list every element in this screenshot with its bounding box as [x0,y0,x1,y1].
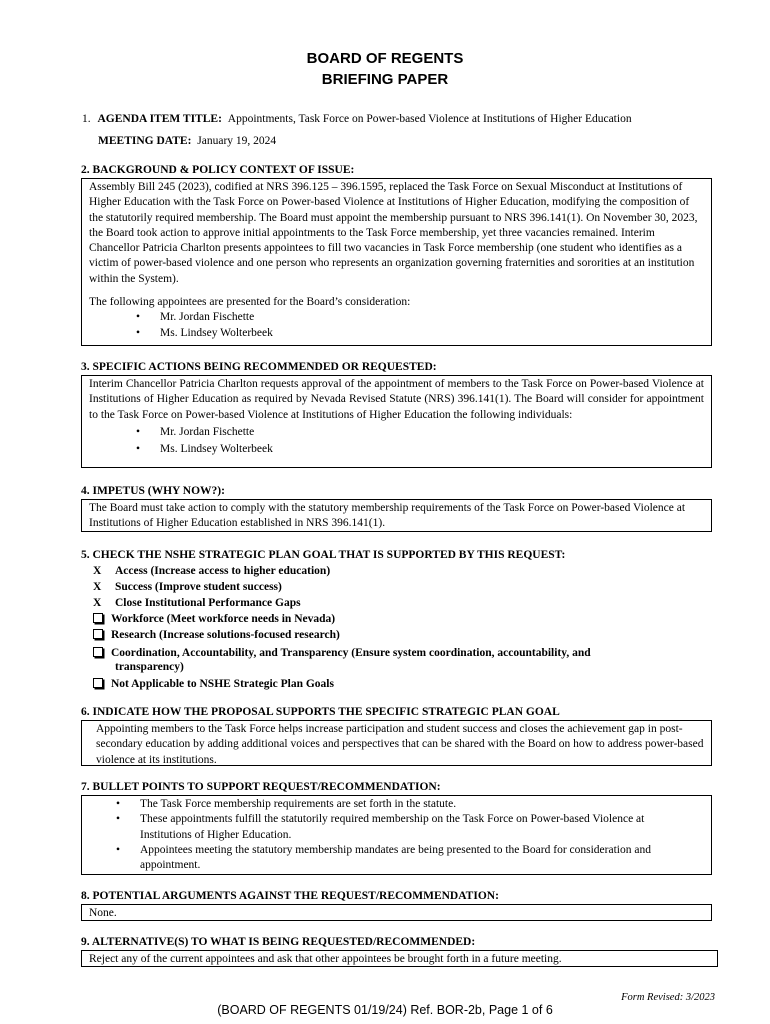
agenda-item-label: AGENDA ITEM TITLE: [97,113,222,125]
agenda-item-value: Appointments, Task Force on Power-based Violence at Institutions of Higher Education [227,113,632,125]
section-7-box [81,795,712,875]
checkbox-icon[interactable] [93,647,103,657]
section-2-paragraph: Assembly Bill 245 (2023), codified at NRS 396.125 – 396.1595, replaced the Task Force on Sexual Misconduct at Institutions of Higher Education with the Task Force on Power-based Violence at Institutions of Higher Education, modifying the composition of the statutorily required membership. The Board must appoint the membership pursuant to NRS 396.141(1). On November 30, 2023, the Board took action to approve initial appointments to the Task Force membership, yet three vacancies remained. Interim Chancellor Patricia Charlton presents appointees to fill two vacancies in Task Force membership (one student who identifies as a victim of power-based violence and one person who represents an organization governing fraternities and sororities at an institution within the System). [89,181,698,285]
x-mark: X [93,565,102,577]
goal-access: X Access (Increase access to higher education) [93,565,331,577]
x-mark: X [93,581,102,593]
section-9-heading: 9. ALTERNATIVE(S) TO WHAT IS BEING REQUESTED/RECOMMENDED: [81,936,476,948]
goal-coordination-cont: transparency) [115,661,184,673]
list-item: • Ms. Lindsey Wolterbeek [136,443,273,456]
checkbox-icon[interactable] [93,613,103,623]
goal-not-applicable: Not Applicable to NSHE Strategic Plan Goals [93,677,334,691]
section-2-heading: 2. BACKGROUND & POLICY CONTEXT OF ISSUE: [81,164,355,176]
goal-coordination: Coordination, Accountability, and Transparency (Ensure system coordination, accountability, and [93,646,591,660]
list-item: • Appointees meeting the statutory membership mandates are being presented to the Board for consideration and appointment. [116,843,651,872]
form-revised: Form Revised: 3/2023 [621,992,715,1003]
section-6-box [81,720,712,766]
section-8-paragraph: None. [89,907,117,919]
meeting-date-row [98,135,276,147]
item-number: 1. [82,113,91,125]
meeting-date-value: January 19, 2024 [197,135,277,147]
goal-performance-gaps: X Close Institutional Performance Gaps [93,597,301,609]
list-item: • The Task Force membership requirements are set forth in the statute. [116,798,457,810]
goal-research: Research (Increase solutions-focused research) [93,628,340,642]
list-item: • Mr. Jordan Fischette [136,311,255,324]
section-8-box [81,904,712,921]
section-4-paragraph: The Board must take action to comply with the statutory membership requirements of the Task Force on Power-based Violence at Institutions of Higher Education established in NRS 396.141(1). [89,502,686,530]
section-3-heading: 3. SPECIFIC ACTIONS BEING RECOMMENDED OR REQUESTED: [81,361,437,373]
x-mark: X [93,597,102,609]
section-3-box [81,375,712,468]
section-4-heading: 4. IMPETUS (WHY NOW?): [81,485,225,497]
section-6-heading: 6. INDICATE HOW THE PROPOSAL SUPPORTS THE SPECIFIC STRATEGIC PLAN GOAL [81,706,560,718]
section-2-intro: The following appointees are presented for the Board’s consideration: [89,296,411,309]
goal-success: X Success (Improve student success) [93,581,282,593]
section-5-heading: 5. CHECK THE NSHE STRATEGIC PLAN GOAL THAT IS SUPPORTED BY THIS REQUEST: [81,549,566,561]
section-2-box [81,178,712,346]
page-footer: (BOARD OF REGENTS 01/19/24) Ref. BOR-2b, Page 1 of 6 [217,1003,553,1017]
goal-workforce: Workforce (Meet workforce needs in Nevada) [93,612,335,626]
section-8-heading: 8. POTENTIAL ARGUMENTS AGAINST THE REQUEST/RECOMMENDATION: [81,890,499,902]
agenda-item-row [82,113,632,125]
list-item: • These appointments fulfill the statutorily required membership on the Task Force on Power-based Violence at Institutions of Higher Education. [116,813,645,841]
checkbox-icon[interactable] [93,678,103,688]
checkbox-icon[interactable] [93,629,103,639]
section-6-paragraph: Appointing members to the Task Force helps increase participation and student success and closes the achievement gap in post-secondary education by adding additional voices and perspectives that can be shared with the Board on how to address power-based violence at its institutions. [96,723,704,766]
list-item: • Mr. Jordan Fischette [136,425,255,438]
meeting-date-label: MEETING DATE: [98,135,192,147]
doc-title-line1: BOARD OF REGENTS [306,50,464,67]
section-7-heading: 7. BULLET POINTS TO SUPPORT REQUEST/RECOMMENDATION: [81,781,441,793]
section-9-paragraph: Reject any of the current appointees and ask that other appointees be brought forth in a future meeting. [89,953,562,965]
section-3-paragraph: Interim Chancellor Patricia Charlton requests approval of the appointment of members to the Task Force on Power-based Violence at Institutions of Higher Education as required by Nevada Revised Statute (NRS) 396.141(1). The Board will consider for appointment to the Task Force on Power-based Violence at Institutions of Higher Education the following individuals: [89,378,704,421]
doc-title-line2: BRIEFING PAPER [321,71,449,88]
section-9-box [81,950,718,967]
section-4-box [81,499,712,532]
list-item: • Ms. Lindsey Wolterbeek [136,326,273,339]
